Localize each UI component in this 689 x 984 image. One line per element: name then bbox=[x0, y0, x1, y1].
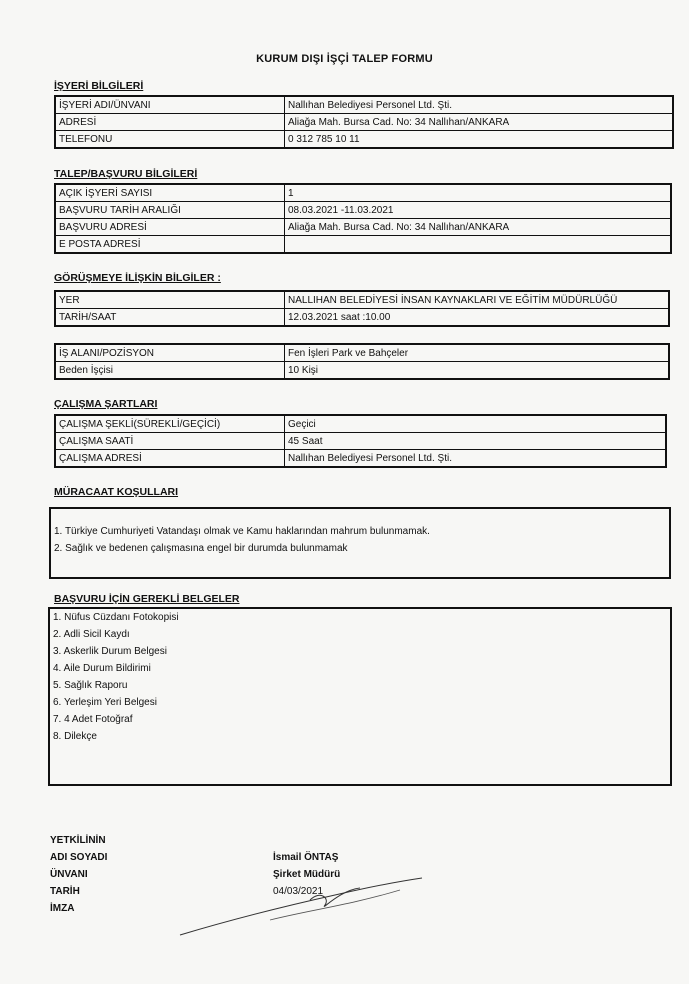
table-row bbox=[55, 344, 669, 362]
form-title: KURUM DIŞI İŞÇİ TALEP FORMU bbox=[256, 53, 433, 65]
row-value: Nallıhan Belediyesi Personel Ltd. Şti. bbox=[285, 96, 674, 114]
row-label: AÇIK İŞYERİ SAYISI bbox=[55, 184, 285, 202]
list-item: 2. Adli Sicil Kaydı bbox=[53, 629, 130, 640]
yetkili-labels bbox=[50, 832, 107, 917]
list-item: 3. Askerlik Durum Belgesi bbox=[53, 646, 167, 657]
table-row bbox=[55, 202, 671, 219]
list-item: 7. 4 Adet Fotoğraf bbox=[53, 714, 133, 725]
row-value: Aliağa Mah. Bursa Cad. No: 34 Nallıhan/ANKARA bbox=[285, 219, 672, 236]
row-value bbox=[285, 236, 672, 254]
isyeri-heading: İŞYERİ BİLGİLERİ bbox=[54, 80, 144, 92]
yetkili-date: 04/03/2021 bbox=[273, 886, 324, 897]
list-item: 4. Aile Durum Bildirimi bbox=[53, 663, 151, 674]
row-label: BAŞVURU ADRESİ bbox=[55, 219, 285, 236]
table-row bbox=[55, 362, 669, 380]
label-tarih: TARİH bbox=[50, 886, 80, 897]
isyeri-table bbox=[54, 95, 674, 149]
talep-heading: TALEP/BAŞVURU BİLGİLERİ bbox=[54, 168, 198, 180]
table-row bbox=[55, 96, 673, 114]
list-item: 8. Dilekçe bbox=[53, 731, 97, 742]
row-label: TELEFONU bbox=[55, 131, 285, 149]
belgeler-heading: BAŞVURU İÇİN GEREKLİ BELGELER bbox=[54, 593, 240, 605]
row-label: ÇALIŞMA ADRESİ bbox=[55, 450, 285, 468]
list-item: 5. Sağlık Raporu bbox=[53, 680, 128, 691]
row-label: Beden İşçisi bbox=[55, 362, 285, 380]
list-item: 6. Yerleşim Yeri Belgesi bbox=[53, 697, 157, 708]
row-label: ADRESİ bbox=[55, 114, 285, 131]
gorusme-heading: GÖRÜŞMEYE İLİŞKİN BİLGİLER : bbox=[54, 272, 221, 284]
row-value: 1 bbox=[285, 184, 672, 202]
row-value: Aliağa Mah. Bursa Cad. No: 34 Nallıhan/ANKARA bbox=[285, 114, 674, 131]
gorusme-table bbox=[54, 290, 670, 327]
row-value: Geçici bbox=[285, 415, 667, 433]
muracaat-box bbox=[49, 507, 671, 579]
row-value: 10 Kişi bbox=[285, 362, 670, 380]
talep-table bbox=[54, 183, 672, 254]
table-row bbox=[55, 309, 669, 327]
row-label: ÇALIŞMA ŞEKLİ(SÜREKLİ/GEÇİCİ) bbox=[55, 415, 285, 433]
row-label: E POSTA ADRESİ bbox=[55, 236, 285, 254]
row-value: 12.03.2021 saat :10.00 bbox=[285, 309, 670, 327]
yetkili-title: Şirket Müdürü bbox=[273, 869, 341, 880]
table-row bbox=[55, 219, 671, 236]
list-item: 1. Nüfus Cüzdanı Fotokopisi bbox=[53, 612, 179, 623]
row-label: İŞ ALANI/POZİSYON bbox=[55, 344, 285, 362]
row-label: TARİH/SAAT bbox=[55, 309, 285, 327]
row-label: ÇALIŞMA SAATİ bbox=[55, 433, 285, 450]
row-label: İŞYERİ ADI/ÜNVANI bbox=[55, 96, 285, 114]
row-value: Nallıhan Belediyesi Personel Ltd. Şti. bbox=[285, 450, 667, 468]
yetkili-name: İsmail ÖNTAŞ bbox=[273, 852, 339, 863]
table-row bbox=[55, 433, 666, 450]
table-row bbox=[55, 184, 671, 202]
row-label: BAŞVURU TARİH ARALIĞI bbox=[55, 202, 285, 219]
row-value: 08.03.2021 -11.03.2021 bbox=[285, 202, 672, 219]
list-item: 1. Türkiye Cumhuriyeti Vatandaşı olmak ve Kamu haklarından mahrum bulunmamak. bbox=[54, 526, 430, 537]
table-row bbox=[55, 131, 673, 149]
label-imza: İMZA bbox=[50, 903, 75, 914]
muracaat-heading: MÜRACAAT KOŞULLARI bbox=[54, 486, 179, 498]
table-row bbox=[55, 450, 666, 468]
row-value: NALLIHAN BELEDİYESİ İNSAN KAYNAKLARI VE EĞİTİM MÜDÜRLÜĞÜ bbox=[285, 291, 670, 309]
row-label: YER bbox=[55, 291, 285, 309]
row-value: 0 312 785 10 11 bbox=[285, 131, 674, 149]
row-value: Fen İşleri Park ve Bahçeler bbox=[285, 344, 670, 362]
belgeler-box bbox=[48, 607, 672, 786]
table-row bbox=[55, 415, 666, 433]
label-yetkilinin: YETKİLİNİN bbox=[50, 835, 106, 846]
table-row bbox=[55, 114, 673, 131]
row-value: 45 Saat bbox=[285, 433, 667, 450]
calisma-heading: ÇALIŞMA ŞARTLARI bbox=[54, 398, 158, 410]
table-row bbox=[55, 236, 671, 254]
calisma-table bbox=[54, 414, 667, 468]
pozisyon-table bbox=[54, 343, 670, 380]
label-adi-soyadi: ADI SOYADI bbox=[50, 852, 108, 863]
label-unvani: ÜNVANI bbox=[50, 869, 88, 880]
signature-scribble bbox=[160, 860, 440, 940]
list-item: 2. Sağlık ve bedenen çalışmasına engel bir durumda bulunmamak bbox=[54, 543, 348, 554]
table-row bbox=[55, 291, 669, 309]
